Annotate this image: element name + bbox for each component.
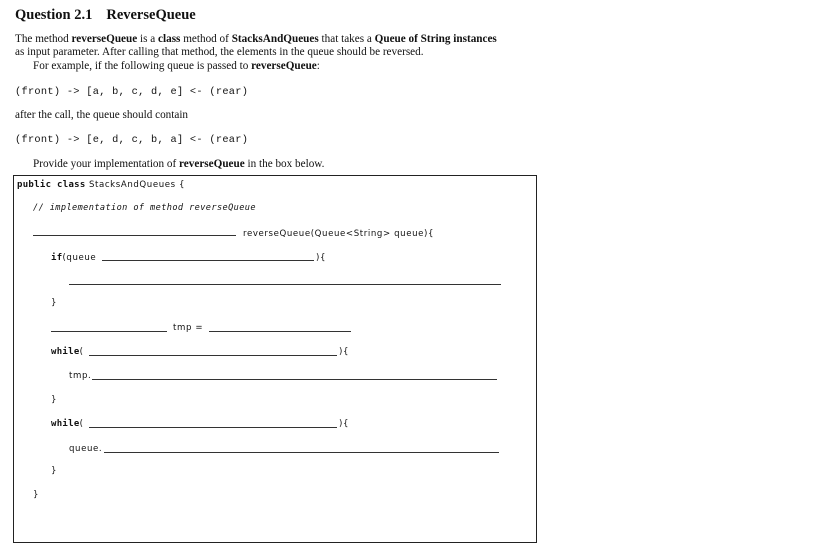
intro-line-3: [33, 60, 320, 73]
provide-instruction: [33, 158, 324, 171]
blank-while-condition-2[interactable]: [89, 427, 337, 428]
method-name: reverseQueue: [251, 60, 317, 72]
intro-text: method of: [183, 33, 229, 45]
class-name: StacksAndQueues: [231, 33, 319, 45]
provide-text: Provide your implementation of: [33, 158, 177, 170]
blank-tmp-call[interactable]: [92, 379, 497, 380]
intro-line-1: [15, 33, 497, 46]
method-name: reverseQueue: [71, 33, 138, 45]
while-suffix-2: ){: [339, 419, 350, 429]
param-type: Queue of String instances: [374, 33, 497, 45]
keyword-public-class: public class: [17, 180, 86, 190]
close-brace: }: [51, 466, 58, 476]
blank-if-body[interactable]: [69, 284, 501, 285]
blank-tmp-value[interactable]: [209, 331, 351, 332]
close-brace: }: [51, 298, 58, 308]
intro-text: that takes a: [321, 33, 372, 45]
intro-text: The method: [15, 33, 69, 45]
while-prefix: (: [79, 347, 84, 357]
if-prefix: (queue: [62, 253, 97, 263]
while-statement-1: [51, 347, 84, 357]
tmp-call: tmp.: [69, 371, 92, 381]
intro-text: is a: [140, 33, 156, 45]
if-suffix: ){: [316, 253, 327, 263]
keyword-if: if: [51, 253, 63, 263]
keyword-while: while: [51, 347, 80, 357]
class-name: StacksAndQueues {: [88, 180, 186, 190]
intro-text: For example, if the following queue is passed to: [33, 60, 249, 72]
question-title: ReverseQueue: [106, 7, 196, 23]
example-after: (front) -> [e, d, c, b, a] <- (rear): [15, 134, 249, 146]
method-name: reverseQueue: [179, 158, 245, 170]
intro-text: :: [316, 60, 320, 72]
blank-while-condition-1[interactable]: [89, 355, 337, 356]
blank-queue-call[interactable]: [104, 452, 499, 453]
intro-line-2: as input parameter. After calling that method, the elements in the queue should be reversed.: [15, 46, 424, 58]
close-brace: }: [33, 490, 40, 500]
blank-return-type[interactable]: [33, 235, 236, 236]
queue-call: queue.: [69, 444, 103, 454]
question-heading: [15, 7, 196, 24]
example-before: (front) -> [a, b, c, d, e] <- (rear): [15, 86, 249, 98]
while-prefix: (: [79, 419, 84, 429]
while-suffix-1: ){: [339, 347, 350, 357]
while-statement-2: [51, 419, 84, 429]
keyword-while: while: [51, 419, 80, 429]
blank-if-condition[interactable]: [102, 260, 314, 261]
after-call-text: after the call, the queue should contain: [15, 109, 189, 121]
code-comment: // implementation of method reverseQueue: [33, 203, 256, 213]
tmp-assignment: tmp =: [173, 323, 204, 333]
method-signature: reverseQueue(Queue<String> queue){: [243, 229, 435, 239]
keyword-class: class: [158, 33, 181, 45]
provide-text: in the box below.: [247, 158, 325, 170]
question-number: Question 2.1: [15, 7, 93, 23]
blank-tmp-type[interactable]: [51, 331, 167, 332]
class-declaration: [17, 180, 185, 190]
close-brace: }: [51, 395, 58, 405]
if-statement: [51, 253, 96, 263]
